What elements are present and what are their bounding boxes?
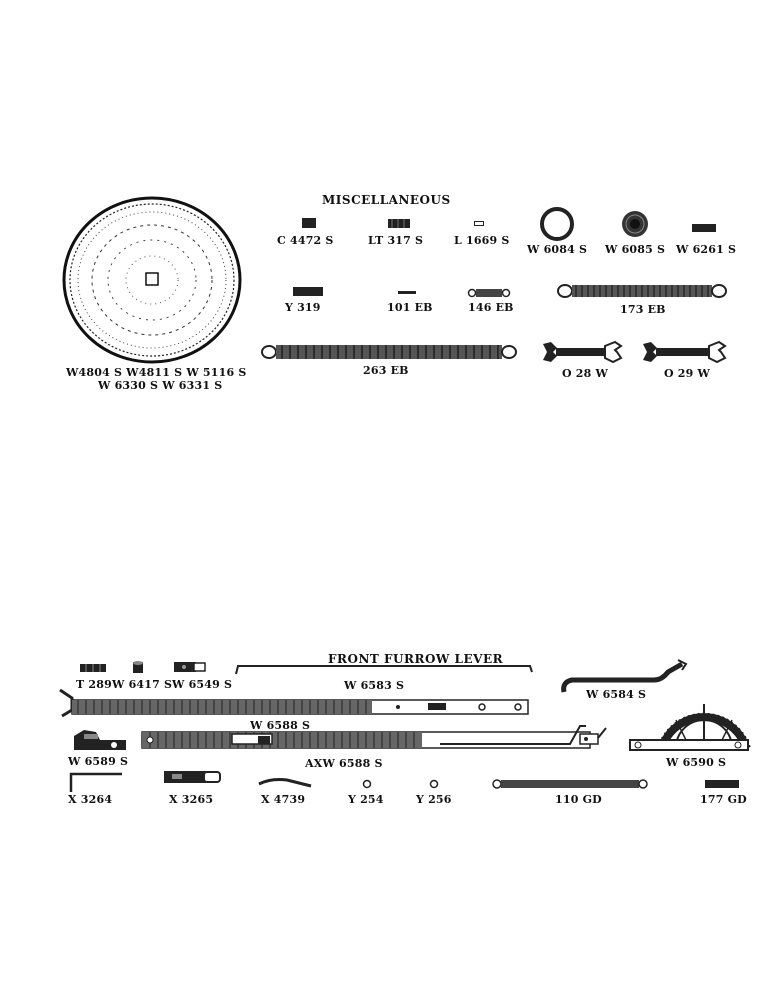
eb101-label: 101 EB: [387, 301, 433, 314]
misc-section-title: MISCELLANEOUS: [322, 193, 451, 207]
t289-label: T 289: [76, 678, 112, 691]
disc-label-2: W 6330 S W 6331 S: [98, 379, 223, 392]
w6584-label: W 6584 S: [586, 688, 647, 701]
o29w-label: O 29 W: [664, 367, 711, 380]
w6583-label: W 6583 S: [344, 679, 405, 692]
c4472-label: C 4472 S: [277, 234, 334, 247]
y319-label: Y 319: [285, 301, 321, 314]
eb173-label: 173 EB: [620, 303, 666, 316]
x3264-image: [66, 768, 126, 794]
x3265-label: X 3265: [169, 793, 214, 806]
front-furrow-lever-title: FRONT FURROW LEVER: [328, 652, 504, 666]
c4472-image: [302, 218, 316, 228]
l1669-image: [474, 221, 484, 226]
w6590-label: W 6590 S: [666, 756, 727, 769]
o29w-wrench-image: [641, 340, 727, 364]
eb146-image: [468, 288, 510, 298]
y256-label: Y 256: [416, 793, 452, 806]
axw6588-label: AXW 6588 S: [305, 757, 383, 770]
lt317-image: [388, 219, 410, 228]
x3264-label: X 3264: [68, 793, 113, 806]
w6417-image: [132, 660, 144, 674]
w6261-image: [692, 224, 716, 232]
l1669-label: L 1669 S: [454, 234, 510, 247]
eb146-label: 146 EB: [468, 301, 514, 314]
eb101-image: [398, 290, 416, 295]
w6085-label: W 6085 S: [605, 243, 666, 256]
y256-image: [429, 779, 439, 789]
w6549-label: W 6549 S: [172, 678, 233, 691]
t289-image: [80, 664, 106, 672]
w6590-quadrant-image: [628, 692, 752, 754]
gd177-label: 177 GD: [700, 793, 747, 806]
axw6588-lever-image: [140, 722, 610, 758]
x4739-label: X 4739: [261, 793, 306, 806]
y254-image: [362, 779, 372, 789]
gd110-image: [492, 778, 648, 790]
eb263-image: [260, 343, 518, 361]
disc-image: [62, 196, 242, 364]
y319-image: [293, 287, 323, 296]
o28w-wrench-image: [541, 340, 623, 364]
eb173-image: [556, 283, 728, 299]
gd110-label: 110 GD: [555, 793, 602, 806]
w6084-image: [539, 206, 575, 242]
w6589-image: [70, 728, 128, 752]
lt317-label: LT 317 S: [368, 234, 424, 247]
w6261-label: W 6261 S: [676, 243, 737, 256]
o28w-label: O 28 W: [562, 367, 609, 380]
x3265-image: [164, 769, 222, 785]
front-lever-bar-image: [58, 686, 534, 722]
eb263-label: 263 EB: [363, 364, 409, 377]
disc-label: W4804 S W4811 S W 5116 S: [66, 366, 247, 379]
w6589-label: W 6589 S: [68, 755, 129, 768]
w6417-label: W 6417 S: [112, 678, 173, 691]
gd177-image: [705, 780, 739, 788]
x4739-image: [257, 776, 315, 790]
w6085-image: [620, 209, 650, 239]
w6583-rod-image: [234, 664, 534, 676]
w6549-image: [174, 660, 206, 674]
w6084-label: W 6084 S: [527, 243, 588, 256]
y254-label: Y 254: [348, 793, 384, 806]
w6588-label: W 6588 S: [250, 719, 311, 732]
